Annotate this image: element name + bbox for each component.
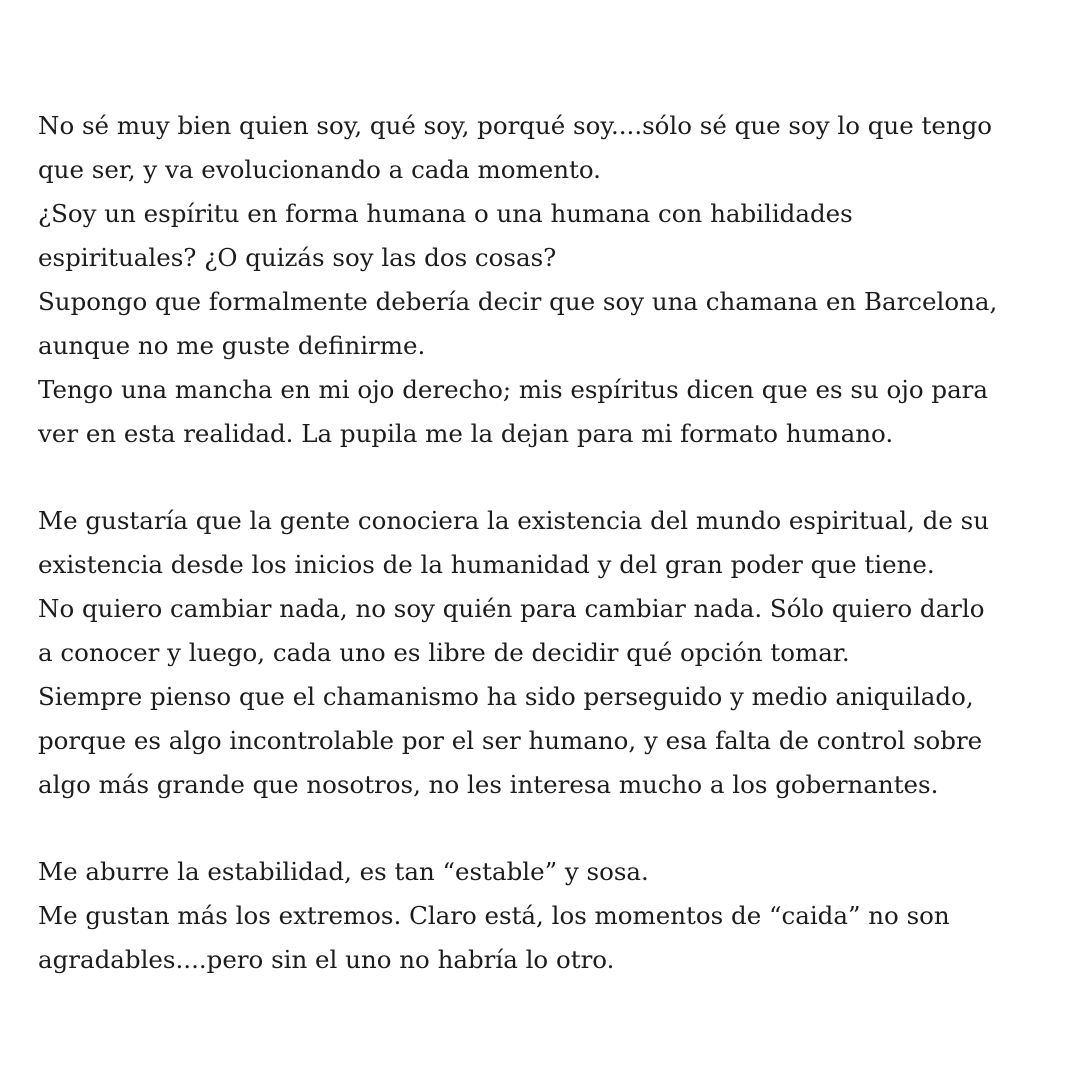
paragraph-2 <box>38 499 1058 807</box>
text-line: ver en esta realidad. La pupila me la dejan para mi formato humano. <box>38 419 894 448</box>
text-line: aunque no me guste definirme. <box>38 331 426 360</box>
paragraph-spacer <box>38 456 1058 499</box>
paragraph-3 <box>38 850 1058 982</box>
paragraph-1 <box>38 104 1058 456</box>
text-line: agradables....pero sin el uno no habría lo otro. <box>38 945 615 974</box>
text-line: porque es algo incontrolable por el ser humano, y esa falta de control sobre <box>38 726 983 755</box>
paragraph-spacer <box>38 807 1058 850</box>
text-line: Tengo una mancha en mi ojo derecho; mis espíritus dicen que es su ojo para <box>38 375 988 404</box>
text-line: Siempre pienso que el chamanismo ha sido perseguido y medio aniquilado, <box>38 682 974 711</box>
text-line: Supongo que formalmente debería decir que soy una chamana en Barcelona, <box>38 287 998 316</box>
text-block <box>38 104 1058 982</box>
text-line: algo más grande que nosotros, no les interesa mucho a los gobernantes. <box>38 770 939 799</box>
text-line: espirituales? ¿O quizás soy las dos cosas? <box>38 243 557 272</box>
text-line: ¿Soy un espíritu en forma humana o una humana con habilidades <box>38 199 853 228</box>
text-line: existencia desde los inicios de la humanidad y del gran poder que tiene. <box>38 550 935 579</box>
text-line: que ser, y va evolucionando a cada momento. <box>38 155 601 184</box>
text-line: Me gustan más los extremos. Claro está, los momentos de “caida” no son <box>38 901 950 930</box>
text-line: No quiero cambiar nada, no soy quién para cambiar nada. Sólo quiero darlo <box>38 594 985 623</box>
text-line: Me aburre la estabilidad, es tan “estable” y sosa. <box>38 857 649 886</box>
text-line: a conocer y luego, cada uno es libre de decidir qué opción tomar. <box>38 638 850 667</box>
text-line: No sé muy bien quien soy, qué soy, porqué soy....sólo sé que soy lo que tengo <box>38 111 993 140</box>
text-line: Me gustaría que la gente conociera la existencia del mundo espiritual, de su <box>38 506 989 535</box>
